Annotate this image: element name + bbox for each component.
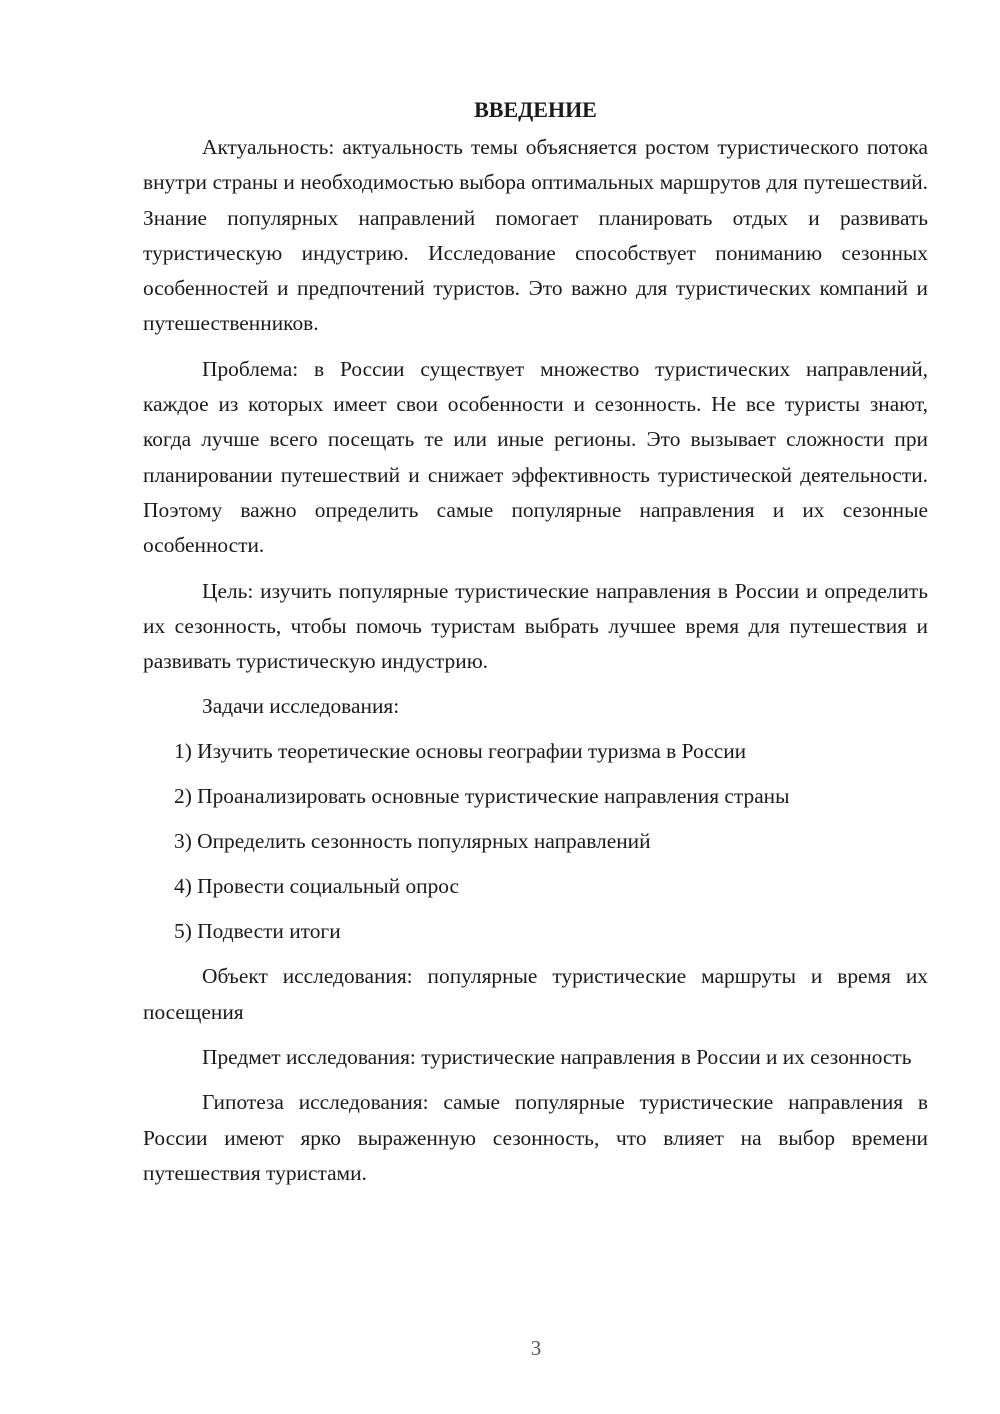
subject-paragraph: Предмет исследования: туристические направления в России и их сезонность [202,1045,912,1070]
tasks-title: Задачи исследования: [202,694,400,719]
hypothesis-paragraph: Гипотеза исследования: самые популярные туристические направления в России имеют ярко выраженную сезонность, что влияет на выбор времени путешествия туристами. [143,1090,928,1185]
document-page [143,92,928,1191]
list-item: 1) Изучить теоретические основы географии туризма в России [174,739,747,764]
goal-paragraph: Цель: изучить популярные туристические направления в России и определить их сезонность, чтобы помочь туристам выбрать лучшее время для путешествия и развивать туристическую индустрию. [143,578,928,674]
list-item: 3) Определить сезонность популярных направлений [174,829,651,854]
relevance-paragraph: Актуальность: актуальность темы объясняется ростом туристического потока внутри страны и необходимостью выбора оптимальных маршрутов для путешествий. Знание популярных направлений помогает планировать отдых и развивать туристическую индустрию. Исследование способствует пониманию сезонных особенностей и предпочтений туристов. Это важно для туристических компаний и путешественников. [143,135,928,336]
object-paragraph: Объект исследования: популярные туристические маршруты и время их посещения [143,964,928,1024]
page-heading: ВВЕДЕНИЕ [474,97,597,122]
page-number: 3 [530,1336,542,1360]
tasks-list [143,734,928,949]
list-item: 4) Провести социальный опрос [174,874,460,899]
problem-paragraph: Проблема: в России существует множество туристических направлений, каждое из которых имеет свои особенности и сезонность. Не все туристы знают, когда лучше всего посещать те или иные регионы. Это вызывает сложности при планировании путешествий и снижает эффективность туристической деятельности. Поэтому важно определить самые популярные направления и их сезонные особенности. [143,356,928,558]
list-item: 5) Подвести итоги [174,919,341,944]
list-item: 2) Проанализировать основные туристические направления страны [174,784,790,809]
